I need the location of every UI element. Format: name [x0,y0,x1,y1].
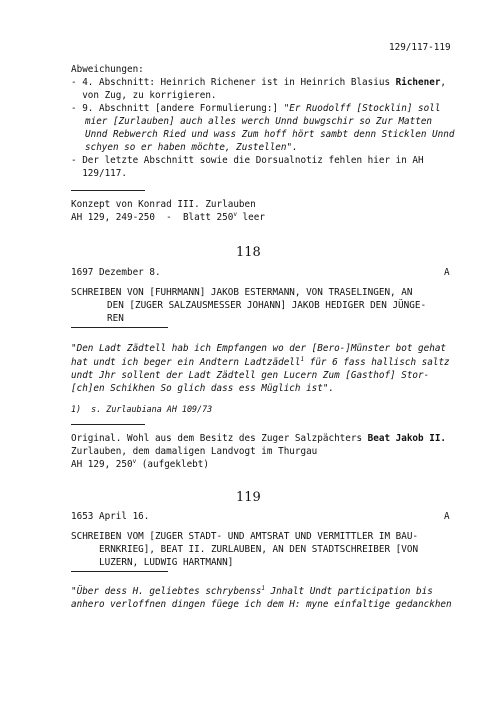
doc-119-quote-line-2: anhero verloffnen dingen füege ich dem H: myne einfaltige gedanckhen [71,599,452,610]
doc-118-source-line-1: Original. Wohl aus dem Besitz des Zuger Salzpächters Beat Jakob II. [71,433,447,444]
doc-118-source-line-3: AH 129, 250$^v$ (aufgeklebt) [71,457,209,470]
doc-118-footnote: 1) s. Zurlaubiana AH 109/73 [71,404,213,414]
source-117-line-1: Konzept von Konrad III. Zurlauben [71,199,256,210]
doc-119-title-line-2: ERNKRIEG], BEAT II. ZURLAUBEN, AN DEN STADTSCHREIBER [VON [99,544,419,555]
abweichungen-item-1-line-1: - 4. Abschnitt: Heinrich Richener ist in Heinrich Blasius Richener, [71,77,447,88]
doc-118-source-line-2: Zurlauben, dem damaligen Landvogt im Thurgau [71,446,318,457]
separator-rule [71,571,168,572]
document-number-118: 118 [236,245,261,260]
page-number: 129/117-119 [389,42,451,53]
separator-rule [71,424,145,425]
abweichungen-item-3-line-2: 129/117. [71,168,127,179]
separator-rule [71,327,168,328]
doc-119-title-line-3: LUZERN, LUDWIG HARTMANN] [99,557,234,568]
doc-118-quote-line-3: undt Jhr sollent der Ladt Zädtell gen Lucern Zum [Gasthof] Stor- [71,370,430,381]
doc-118-title-line-1: SCHREIBEN VON [FUHRMANN] JAKOB ESTERMANN, VON TRASELINGEN, AN [71,287,413,298]
doc-118-quote-line-4: [ch]en Schikhen So glich dass ess Müglich ist". [71,383,335,394]
doc-118-date: 1697 Dezember 8. [71,267,161,278]
doc-119-date: 1653 April 16. [71,511,150,522]
abweichungen-item-2-line-3: Unnd Rebwerch Ried und wass Zum hoff hört sambt denn Sticklen Unnd [85,129,455,140]
abweichungen-heading: Abweichungen: [71,64,144,75]
abweichungen-item-2-line-1: - 9. Abschnitt [andere Formulierung:] "Er Ruodolff [Stocklin] soll [71,103,441,114]
doc-118-letter: A [444,267,450,278]
doc-119-title-line-1: SCHREIBEN VOM [ZUGER STADT- UND AMTSRAT UND VERMITTLER IM BAU- [71,531,419,542]
abweichungen-item-2-line-2: mier [Zurlauben] auch alles werch Unnd buwgschir so Zur Matten [85,116,433,127]
doc-118-quote-line-2: hat undt ich beger ein Andtern Ladtzädell$^1$ für 6 fass hallisch saltz [71,355,450,368]
doc-118-title-line-3: REN [107,313,124,324]
abweichungen-item-1-line-2: von Zug, zu korrigieren. [71,90,217,101]
doc-119-quote-line-1: "Über dess H. geliebtes schrybenss$^1$ Jnhalt Undt participation bis [71,584,433,597]
document-number-119: 119 [236,490,261,505]
doc-119-letter: A [444,511,450,522]
separator-rule [71,190,145,191]
source-117-line-2: AH 129, 249-250 - Blatt 250$^v$ leer [71,210,265,223]
abweichungen-item-2-line-4: schyen so er haben möchte, Zustellen". [85,142,298,153]
abweichungen-item-3-line-1: - Der letzte Abschnitt sowie die Dorsualnotiz fehlen hier in AH [71,155,424,166]
doc-118-quote-line-1: "Den Ladt Zädtell hab ich Empfangen wo der [Bero-]Münster bot gehat [71,343,447,354]
doc-118-title-line-2: DEN [ZUGER SALZAUSMESSER JOHANN] JAKOB HEDIGER DEN JÜNGE- [107,300,427,311]
